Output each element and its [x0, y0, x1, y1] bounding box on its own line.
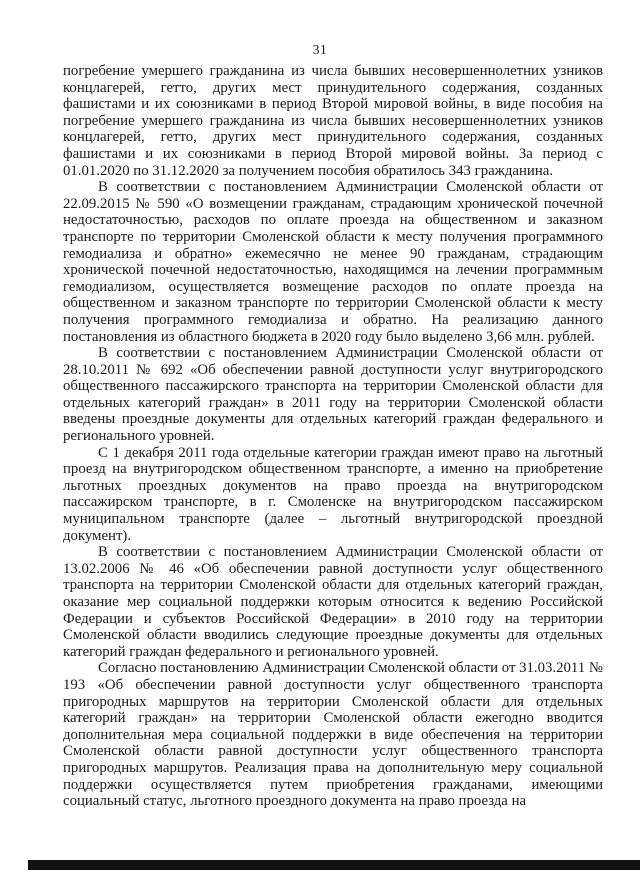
- paragraph-6: Согласно постановлению Администрации Смоленской области от 31.03.2011 № 193 «Об обеспечении равной доступности услуг общественного транспорта пригородных маршрутов на территории Смоленской области для отдельных категорий граждан» на территории Смоленской области ежегодно вводится дополнительная мера социальной поддержки в виде обеспечения на территории Смоленской области равной доступности услуг общественного транспорта пригородных маршрутов. Реализация права на дополнительную меру социальной поддержки осуществляется путем приобретения гражданами, имеющими социальный статус, льготного проездного документа на право проезда на: [63, 660, 603, 810]
- page-number: 31: [312, 42, 328, 57]
- paragraph-4: С 1 декабря 2011 года отдельные категории граждан имеют право на льготный проезд на внутригородском общественном транспорте, а именно на приобретение льготных проездных документов на право проезда на внутригородском пассажирском транспорте, в г. Смоленске на внутригородском пассажирском муниципальном транспорте (далее – льготный внутригородской проездной документ).: [63, 444, 603, 544]
- paragraph-3: В соответствии с постановлением Администрации Смоленской области от 28.10.2011 № 692 «Об обеспечении равной доступности услуг внутригородского общественного пассажирского транспорта на территории Смоленской области для отдельных категорий граждан» в 2011 году на территории Смоленской области введены проездные документы для отдельных категорий граждан федерального и регионального уровней.: [63, 345, 603, 445]
- paragraph-1: погребение умершего гражданина из числа бывших несовершеннолетних узников концлагерей, гетто, других мест принудительного содержания, созданных фашистами и их союзниками в период Второй мировой войны, в виде пособия на погребение умершего гражданина из числа бывших несовершеннолетних узников концлагерей, гетто, других мест принудительного содержания, созданных фашистами и их союзниками в период Второй мировой войны. За период с 01.01.2020 по 31.12.2020 за получением пособия обратилось 343 гражданина.: [63, 63, 603, 179]
- paragraph-2: В соответствии с постановлением Администрации Смоленской области от 22.09.2015 № 590 «О возмещении гражданам, страдающим хронической почечной недостаточностью, расходов по оплате проезда на общественном и заказном транспорте по территории Смоленской области к месту получения программного гемодиализа и обратно» ежемесячно не менее 90 гражданам, страдающим хронической почечной недостаточностью, находящимся на лечении программным гемодиализом, осуществляется возмещение расходов по оплате проезда на общественном и заказном транспорте по территории Смоленской области к месту получения программного гемодиализа и обратно. На реализацию данного постановления из областного бюджета в 2020 году было выделено 3,66 млн. рублей.: [63, 179, 603, 345]
- scan-edge-bar: [28, 860, 640, 870]
- document-body: [63, 63, 603, 810]
- paragraph-5: В соответствии с постановлением Администрации Смоленской области от 13.02.2006 № 46 «Об обеспечении равной доступности услуг общественного транспорта на территории Смоленской области для отдельных категорий граждан, оказание мер социальной поддержки которым относится к ведению Российской Федерации и субъектов Российской Федерации» в 2010 году на территории Смоленской области вводились следующие проездные документы для отдельных категорий граждан федерального и регионального уровней.: [63, 544, 603, 660]
